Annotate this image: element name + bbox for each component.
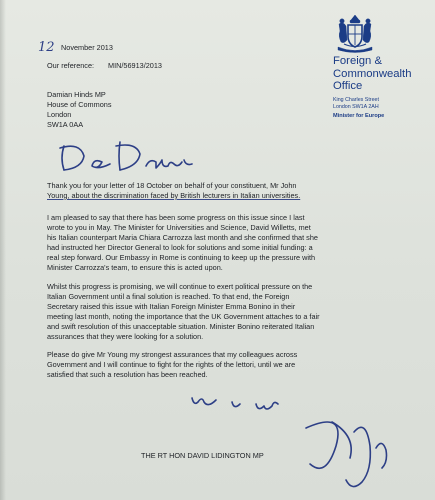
handwritten-salutation (58, 140, 198, 176)
handwritten-signature (186, 388, 426, 496)
paragraph-line: I am pleased to say that there has been some progress on this issue since I last (47, 213, 305, 222)
royal-coat-of-arms-icon (334, 14, 376, 54)
paragraph-line: Government and I will continue to fight for the rights of the lettori, until we are (47, 359, 296, 369)
paragraph-line: meeting last month, noting the importance that the UK Government attaches to a fair (47, 311, 320, 321)
paragraph-line: satisfied that such a resolution has been reached. (47, 369, 208, 379)
minister-title: Minister for Europe (333, 113, 385, 119)
paragraph-line: wrote to you in May. The Minister for Universities and Science, David Willetts, met (47, 222, 311, 232)
paragraph-line: Whilst this progress is promising, we will continue to exert political pressure on the (47, 282, 313, 291)
organisation-address: King Charles Street London SW1A 2AH (333, 97, 379, 110)
addressee-line: House of Commons (47, 99, 112, 109)
addressee-line: Damian Hinds MP (47, 90, 106, 99)
paragraph-1 (47, 181, 300, 201)
paragraph-line: Secretary raised this issue with Italian Foreign Minister Emma Bonino in their (47, 301, 296, 311)
addressee-line: London (47, 109, 72, 119)
signatory-name: THE RT HON DAVID LIDINGTON MP (141, 451, 264, 460)
paragraph-line: Thank you for your letter of 18 October on behalf of your constituent, Mr John (47, 181, 297, 190)
date-text: November 2013 (61, 43, 113, 52)
reference-value: MIN/56913/2013 (108, 61, 162, 70)
paragraph-line: his Italian counterpart Maria Chiara Carrozza last month and she confirmed that she (47, 232, 318, 242)
page-edge-shadow (0, 0, 6, 500)
organisation-name: Foreign & Commonwealth Office (333, 55, 412, 92)
paragraph-line: had instructed her Director General to look for solutions and some initial funding: a (47, 242, 313, 252)
paragraph-line-underlined: Young, about the discrimination faced by British lecturers in Italian universities. (47, 190, 301, 200)
paragraph-line: Please do give Mr Young my strongest assurances that my colleagues across (47, 350, 298, 359)
paragraph-line: and swift resolution of this unacceptable situation. Minister Bonino reiterated Italian (47, 321, 315, 331)
paragraph-4 (47, 350, 297, 380)
paragraph-line: Italian Government until a final solution is reached. To that end, the Foreign (47, 291, 290, 301)
paragraph-line: assurances that they were looking for a solution. (47, 331, 204, 341)
addressee-line: SW1A 0AA (47, 119, 84, 129)
paragraph-3 (47, 282, 320, 341)
paragraph-line: real step forward. Our Embassy in Rome is continuing to keep up the pressure with (47, 252, 316, 262)
addressee-block (47, 90, 111, 130)
reference-label: Our reference: (47, 61, 95, 70)
paragraph-2 (47, 213, 318, 272)
handwritten-date-day: 12 (38, 40, 55, 55)
paragraph-line: Minister Carrozza's team, to ensure this is acted upon. (47, 262, 223, 272)
